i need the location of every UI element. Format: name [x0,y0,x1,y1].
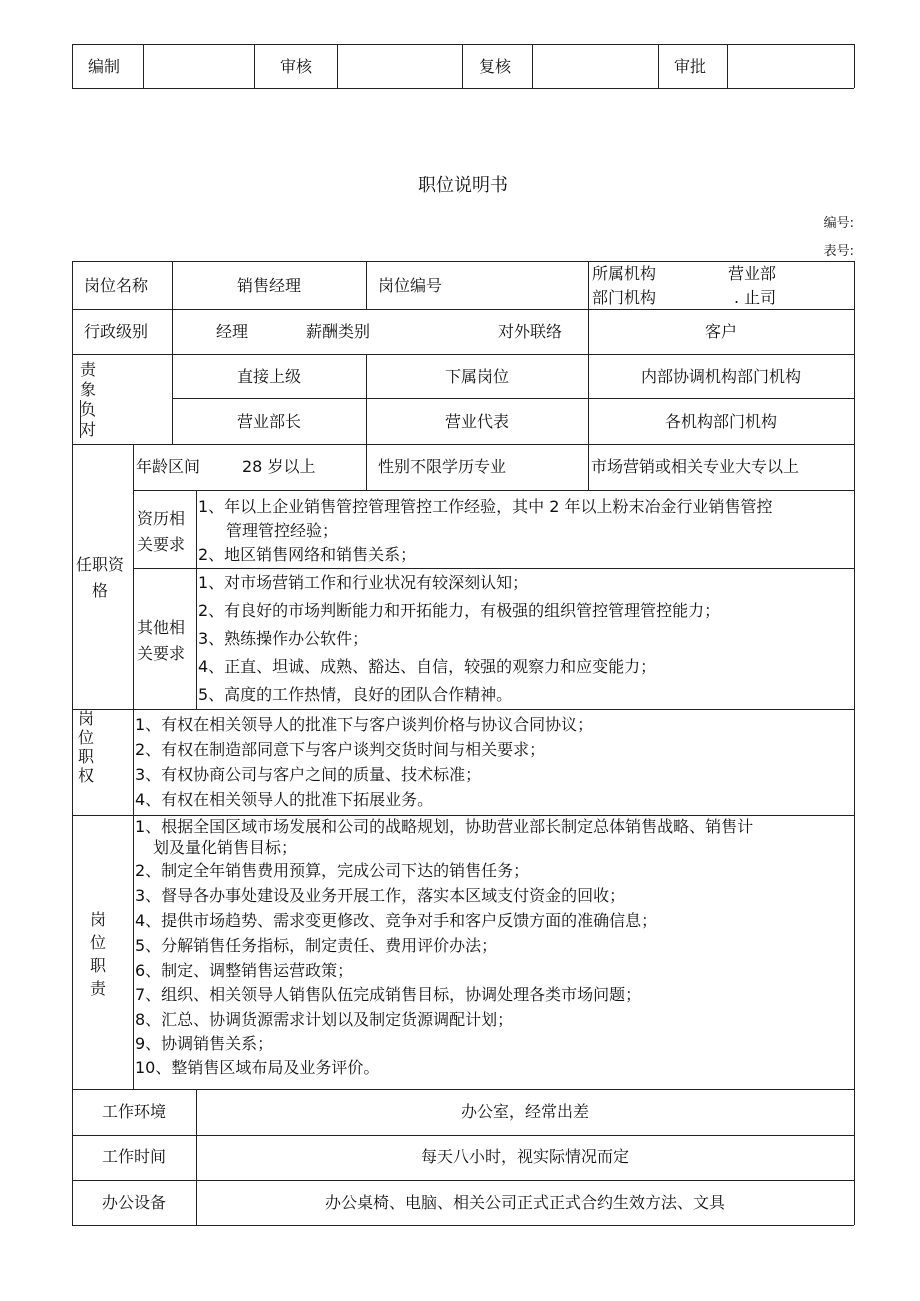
authority-label [78,709,94,785]
authority-label-char: 权 [78,766,95,785]
age-range-value: 28 岁以上 [242,457,316,476]
duty-item: 9、协调销售关系； [135,1034,274,1053]
form-code-label: 表号: [823,244,854,259]
other-requirement-item: 2、有良好的市场判断能力和开拓能力，有极强的组织管控管理管控能力； [198,601,721,620]
admin-level-label: 行政级别 [84,322,149,341]
dept-label: 部门机构 [592,288,657,307]
dept-value: . 止司 [734,288,777,307]
duty-item: 4、提供市场趋势、需求变更修改、竞争对手和客户反馈方面的准确信息； [135,911,658,930]
duty-item: 3、督导各办事处建设及业务开展工作，落实本区域支付资金的回收； [135,886,626,905]
relation-value-superior: 营业部长 [236,412,301,431]
relation-value-subordinate: 营业代表 [444,412,509,431]
work-environment-label: 工作环境 [101,1102,166,1121]
gender-education-label: 性别不限学历专业 [378,457,507,476]
authority-label-char: 位 [78,728,95,747]
admin-level-value: 经理 [216,322,249,341]
authority-item: 4、有权在相关领导人的批准下拓展业务。 [135,790,434,809]
other-requirement-item: 5、高度的工作热情，良好的团队合作精神。 [198,685,513,704]
experience-label [137,509,185,555]
relation-value-internal: 各机构部门机构 [664,412,777,431]
duty-item: 10、整销售区域布局及业务评价。 [135,1058,380,1077]
authority-item: 3、有权协商公司与客户之间的质量、技术标准； [135,765,482,784]
age-range-label: 年龄区间 [136,457,201,476]
page-title: 职位说明书 [418,175,508,196]
authority-item: 2、有权在制造部同意下与客户谈判交货时间与相关要求； [135,740,546,759]
other-requirements-label [137,618,185,664]
approval-label-approve: 审批 [674,57,707,76]
office-equipment-value: 办公桌椅、电脑、相关公司正式正式合约生效方法、文具 [324,1193,725,1212]
qualifications-label-line: 格 [92,581,109,600]
major-value: 市场营销或相关专业大专以上 [591,457,800,476]
authority-item: 1、有权在相关领导人的批准下与客户谈判价格与协议合同协议； [135,715,594,734]
approval-label-review: 审核 [280,57,313,76]
relations-side-label [80,360,96,440]
duties-label-char: 位 [90,933,107,952]
experience-item: 管理管控经验； [226,521,339,540]
duty-item: 2、制定全年销售费用预算，完成公司下达的销售任务； [135,861,530,880]
relations-side-char: 责 [80,360,97,379]
work-time-label: 工作时间 [101,1147,166,1166]
experience-label-line: 关要求 [137,535,186,554]
pay-type-label: 薪酬类别 [306,322,371,341]
duties-label-char: 责 [90,979,107,998]
position-name-value: 销售经理 [236,276,301,295]
experience-item: 2、地区销售网络和销售关系； [198,545,417,564]
duty-item: 6、制定、调整销售运营政策； [135,961,354,980]
org-value: 营业部 [728,264,777,283]
position-code-label: 岗位编号 [378,276,443,295]
duties-label-char: 岗 [90,910,107,929]
relations-side-char: 象 [80,380,97,399]
experience-label-line: 资历相 [137,509,186,528]
relations-side-bar [80,400,81,438]
other-requirement-item: 3、熟练操作办公软件； [198,629,369,648]
duty-item: 7、组织、相关领导人销售队伍完成销售目标，协调处理各类市场问题； [135,985,642,1004]
org-label: 所属机构 [592,264,657,283]
doc-code-label: 编号: [823,216,854,231]
relation-header-superior: 直接上级 [236,367,301,386]
duty-item: 1、根据全国区域市场发展和公司的战略规划，协助营业部长制定总体销售战略、销售计 [135,817,754,836]
relation-header-internal: 内部协调机构部门机构 [640,367,801,386]
external-contact-value: 客户 [704,322,737,341]
approval-label-compile: 编制 [88,57,121,76]
external-contact-label: 对外联络 [498,322,563,341]
authority-label-char: 职 [78,747,95,766]
duties-label [90,908,106,1000]
duties-label-char: 职 [90,956,107,975]
office-equipment-label: 办公设备 [101,1193,166,1212]
work-time-value: 每天八小时，视实际情况而定 [420,1147,629,1166]
qualifications-label-line: 任职资 [76,555,125,574]
duty-item: 8、汇总、协调货源需求计划以及制定货源调配计划； [135,1010,514,1029]
relations-side-char: 对 [80,420,97,439]
qualifications-label [76,555,124,601]
relation-header-subordinate: 下属岗位 [444,367,509,386]
approval-label-recheck: 复核 [479,57,512,76]
other-requirements-label-line: 关要求 [137,644,186,663]
other-requirements-label-line: 其他相 [137,618,186,637]
duty-item: 5、分解销售任务指标，制定责任、费用评价办法； [135,936,498,955]
position-name-label: 岗位名称 [84,276,149,295]
authority-label-char: 岗 [78,709,95,728]
other-requirement-item: 4、正直、坦诚、成熟、豁达、自信，较强的观察力和应变能力； [198,657,657,676]
other-requirement-item: 1、对市场营销工作和行业状况有较深刻认知； [198,573,529,592]
work-environment-value: 办公室，经常出差 [460,1102,589,1121]
experience-item: 1、年以上企业销售管控管理管控工作经验，其中 2 年以上粉末冶金行业销售管控 [198,497,773,516]
relations-side-char: 负 [80,400,97,419]
duty-item: 划及量化销售目标； [153,838,298,857]
